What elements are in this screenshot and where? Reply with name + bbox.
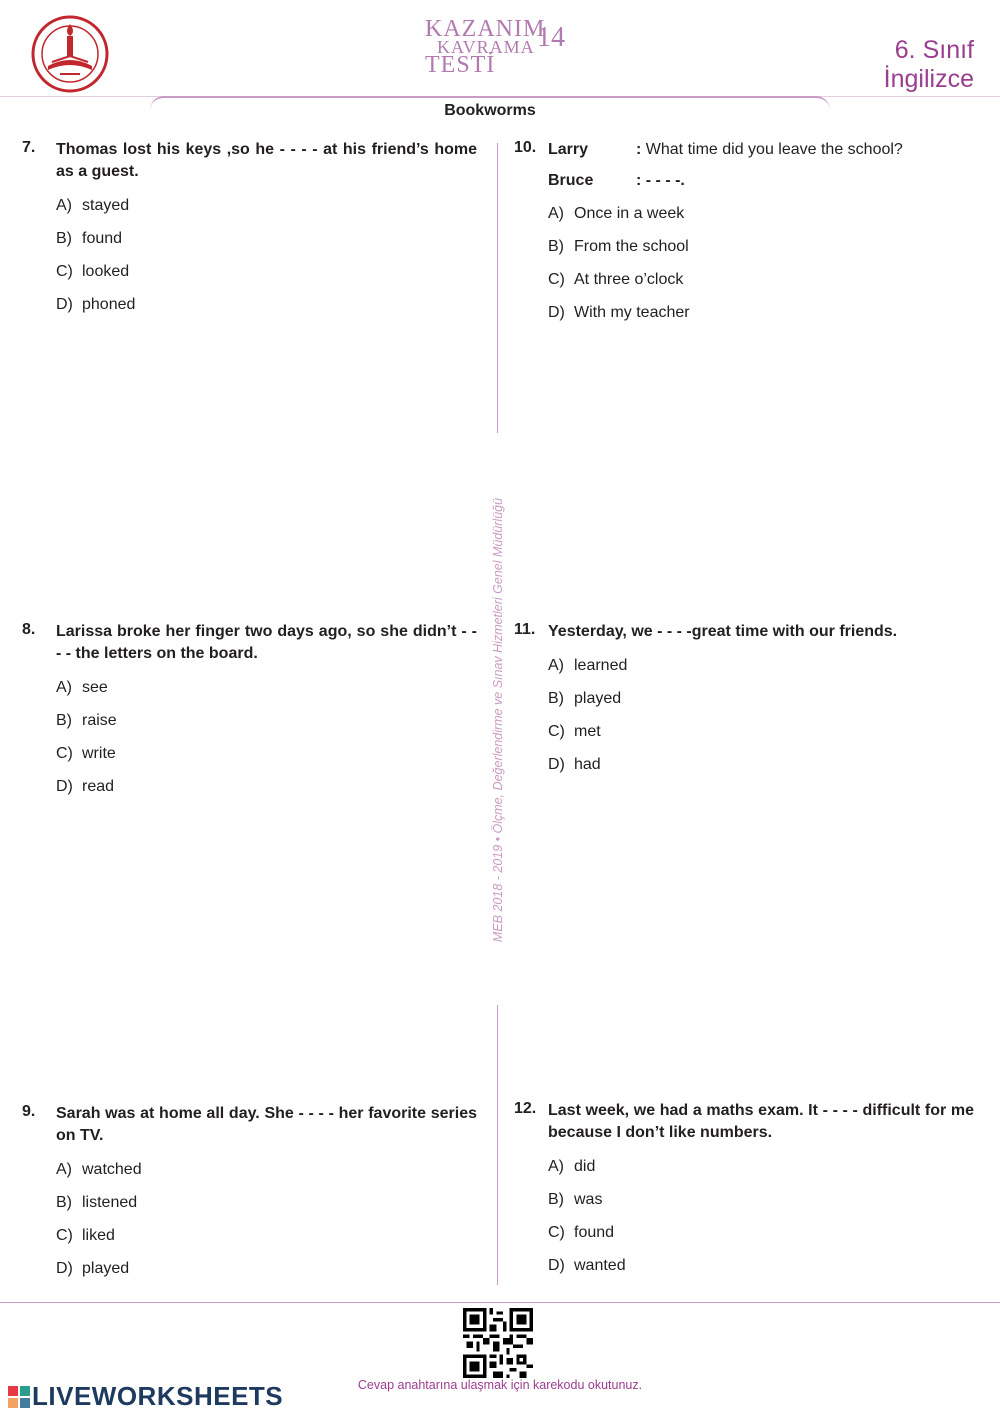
column-divider-bottom — [497, 1005, 498, 1285]
options-list — [56, 677, 477, 809]
question-stem: Sarah was at home all day. She - - - - her favorite series on TV. — [56, 1105, 477, 1144]
speaker-colon: : - - - -. — [636, 172, 685, 189]
question-stem: Yesterday, we - - - -great time with our friends. — [548, 623, 898, 640]
question-number: 12. — [514, 1100, 537, 1117]
footer-divider — [0, 1302, 1000, 1303]
test-title-line-3: TESTİ — [425, 52, 496, 78]
column-divider-top — [497, 143, 498, 433]
options-list — [548, 1156, 974, 1288]
question-number: 11. — [514, 621, 536, 638]
option-d[interactable]: D) With my teacher — [548, 304, 690, 321]
option-b[interactable]: B) raise — [56, 712, 117, 729]
option-c[interactable]: C) found — [548, 1224, 615, 1241]
liveworksheets-brand: LIVEWORKSHEETS — [32, 1381, 284, 1411]
option-d[interactable]: D) played — [56, 1260, 130, 1277]
grade-label: 6. Sınıf — [894, 36, 974, 64]
subject-label: İngilizce — [883, 65, 974, 93]
dialogue-line — [548, 170, 974, 201]
dialogue — [548, 139, 974, 201]
option-c[interactable]: C) liked — [56, 1227, 115, 1244]
options-list — [56, 195, 477, 327]
dialogue-line — [548, 139, 974, 170]
topic-title: Bookworms — [150, 96, 830, 122]
option-c[interactable]: C) looked — [56, 263, 130, 280]
publisher-side-text: MEB 2018 - 2019 • Ölçme, Değerlendirme ve Sınav Hizmetleri Genel Müdürlüğü — [491, 497, 505, 943]
speaker-name: Larry — [548, 141, 589, 158]
test-title-line-2: KAVRAMA — [437, 37, 535, 57]
option-b[interactable]: B) From the school — [548, 238, 689, 255]
option-a[interactable]: A) stayed — [56, 197, 130, 214]
option-b[interactable]: B) played — [548, 690, 622, 707]
question-12 — [514, 1100, 974, 1288]
option-a[interactable]: A) watched — [56, 1161, 142, 1178]
option-d[interactable]: D) wanted — [548, 1257, 626, 1274]
option-d[interactable]: D) had — [548, 756, 601, 773]
option-a[interactable]: A) did — [548, 1158, 596, 1175]
page-header — [0, 0, 1000, 125]
grade-subject — [884, 36, 974, 94]
option-c[interactable]: C) At three o’clock — [548, 271, 684, 288]
liveworksheets-blocks-icon — [8, 1386, 30, 1408]
test-number: 14 — [537, 22, 565, 53]
question-stem: Larissa broke her finger two days ago, so she didn’t - - - - the letters on the board. — [56, 623, 477, 662]
question-7 — [22, 139, 477, 327]
speaker-colon: : — [636, 141, 642, 158]
question-stem: Thomas lost his keys ,so he - - - - at his friend’s home as a guest. — [56, 141, 477, 180]
qr-caption: Cevap anahtarına ulaşmak için karekodu okutunuz. — [357, 1378, 643, 1392]
option-a[interactable]: A) Once in a week — [548, 205, 685, 222]
question-10 — [514, 139, 974, 335]
test-title-line-1: KAZANIM — [425, 16, 546, 42]
ministry-emblem-icon — [30, 14, 110, 94]
options-list — [548, 203, 974, 335]
question-11 — [514, 621, 974, 787]
option-a[interactable]: A) see — [56, 679, 108, 696]
question-number: 8. — [22, 621, 36, 638]
option-a[interactable]: A) learned — [548, 657, 628, 674]
speaker-name: Bruce — [548, 172, 594, 189]
qr-code-icon[interactable] — [463, 1308, 533, 1378]
option-d[interactable]: D) phoned — [56, 296, 136, 313]
question-stem: Last week, we had a maths exam. It - - - - difficult for me because I don’t like numbers. — [548, 1102, 974, 1141]
question-8 — [22, 621, 477, 809]
liveworksheets-logo — [8, 1381, 283, 1412]
test-title — [425, 16, 565, 78]
option-b[interactable]: B) was — [548, 1191, 603, 1208]
options-list — [548, 655, 974, 787]
option-c[interactable]: C) met — [548, 723, 601, 740]
option-b[interactable]: B) found — [56, 230, 123, 247]
question-9 — [22, 1103, 477, 1291]
options-list — [56, 1159, 477, 1291]
option-b[interactable]: B) listened — [56, 1194, 138, 1211]
dialogue-text: What time did you leave the school? — [645, 141, 903, 158]
question-number: 10. — [514, 139, 537, 156]
option-d[interactable]: D) read — [56, 778, 115, 795]
question-number: 9. — [22, 1103, 36, 1120]
option-c[interactable]: C) write — [56, 745, 116, 762]
question-number: 7. — [22, 139, 36, 156]
